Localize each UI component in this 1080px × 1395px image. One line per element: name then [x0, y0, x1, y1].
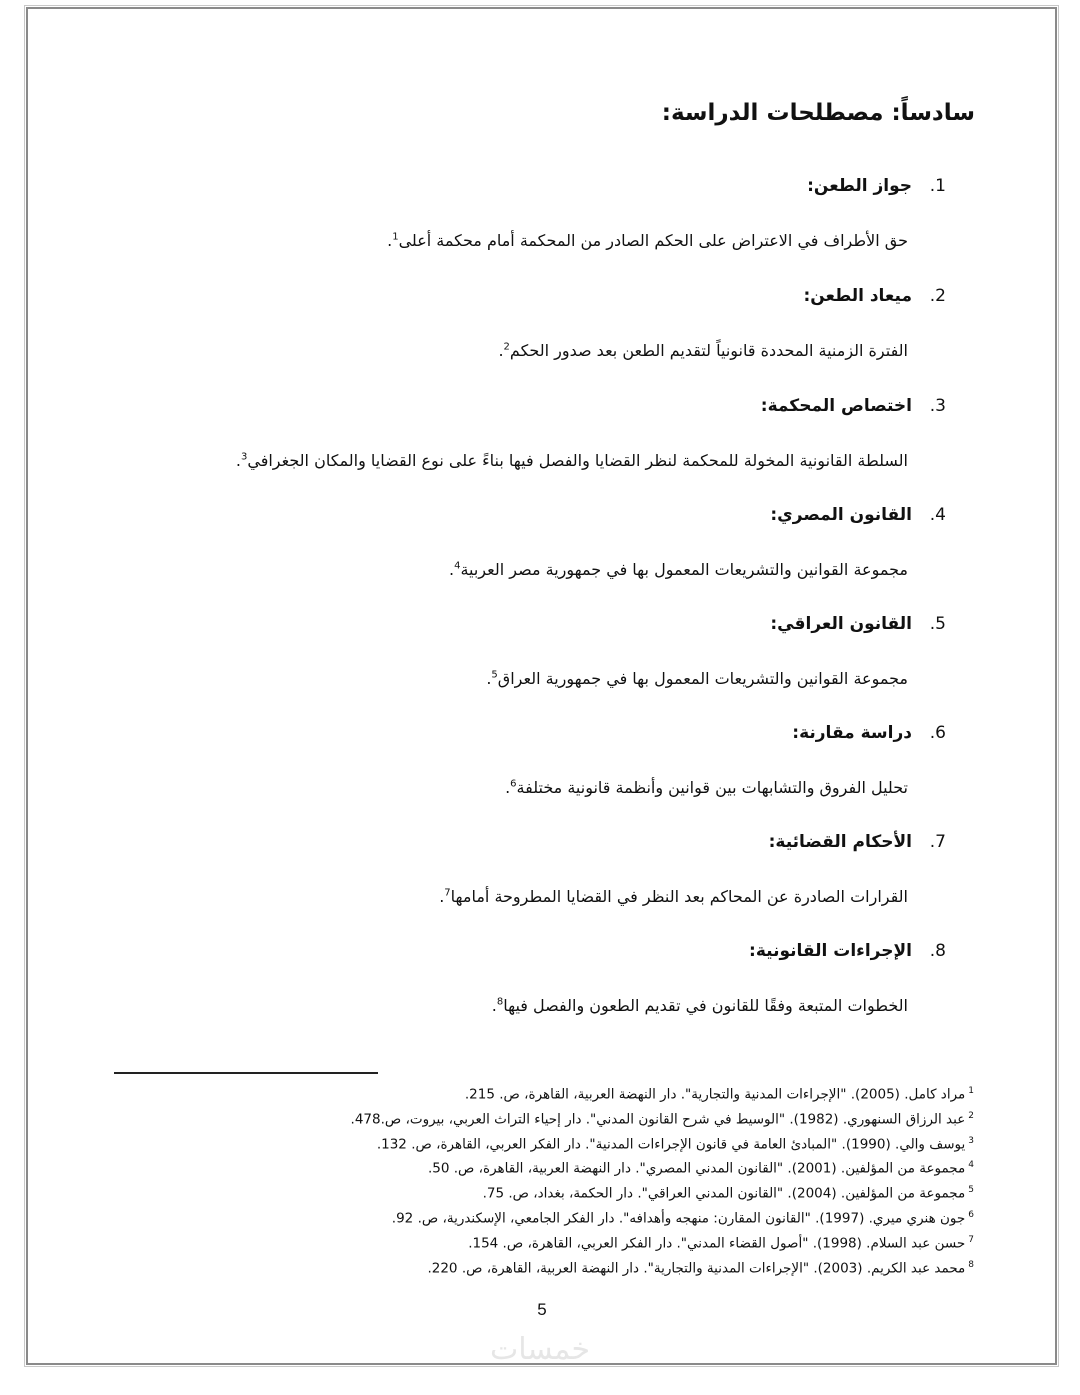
footnote-text: حسن عبد السلام. (1998). "أصول القضاء المدني". دار الفكر العربي، القاهرة، ص. 154. [468, 1235, 966, 1252]
section-heading: سادساً: مصطلحات الدراسة: [661, 100, 975, 126]
watermark: خمسات [489, 1332, 591, 1367]
definition-text: الفترة الزمنية المحددة قانونياً لتقديم الطعن بعد صدور الحكم [509, 341, 908, 360]
footnote-text: جون هنري ميري. (1997). "القانون المقارن: منهجه وأهدافه". دار الفكر الجامعي، الإسكندرية، ص. 92. [391, 1210, 966, 1227]
term-number: 2 . [912, 286, 946, 306]
term-item-4 [770, 505, 946, 525]
term-number: 5 . [912, 614, 946, 634]
definition-text: القرارات الصادرة عن المحاكم بعد النظر في القضايا المطروحة أمامها [450, 887, 908, 906]
term-item-2 [803, 286, 946, 306]
term-title: دراسة مقارنة: [792, 723, 912, 743]
footnote-number: 4 [968, 1160, 974, 1171]
term-title: اختصاص المحكمة: [760, 396, 912, 416]
definition-text: السلطة القانونية المخولة للمحكمة لنظر القضايا والفصل فيها بناءً على نوع القضايا والمكان الجغرافي [247, 451, 908, 470]
footnote-text: مجموعة من المؤلفين. (2001). "القانون المدني المصري". دار النهضة العربية، القاهرة، ص. 50. [427, 1160, 966, 1177]
term-item-5 [770, 614, 946, 634]
term-item-7 [769, 832, 946, 852]
footnote-ref[interactable]: 5 [491, 669, 498, 681]
term-definition-4: مجموعة القوانين والتشريعات المعمول بها في جمهورية مصر العربية$^4$. [448, 560, 908, 579]
term-title: الإجراءات القانونية: [749, 941, 912, 961]
footnote-number: 5 [968, 1185, 974, 1196]
term-title: الأحكام القضائية: [768, 832, 912, 852]
term-number: 4 . [912, 505, 946, 525]
footnote-text: عبد الرزاق السنهوري. (1982). "الوسيط في شرح القانون المدني". دار إحياء التراث العربي، بيروت، ص.478. [350, 1111, 966, 1128]
footnote-6 [351, 1205, 974, 1230]
definition-text: مجموعة القوانين والتشريعات المعمول بها في جمهورية مصر العربية [460, 560, 908, 579]
term-item-8 [749, 941, 946, 961]
footnote-1 [351, 1081, 974, 1106]
term-title: القانون المصري: [770, 505, 912, 525]
term-item-1 [807, 176, 946, 196]
footnote-ref[interactable]: 7 [444, 887, 451, 899]
term-number: 6 . [912, 723, 946, 743]
page-number: 5 [537, 1300, 547, 1319]
term-title: جواز الطعن: [807, 176, 912, 196]
term-title: ميعاد الطعن: [803, 286, 912, 306]
term-definition-6: تحليل الفروق والتشابهات بين قوانين وأنظمة قانونية مختلفة$^6$. [505, 778, 908, 797]
term-definition-2: الفترة الزمنية المحددة قانونياً لتقديم الطعن بعد صدور الحكم$^2$. [498, 341, 908, 360]
footnote-ref[interactable]: 2 [503, 341, 510, 353]
footnote-text: مراد كامل. (2005). "الإجراءات المدنية والتجارية". دار النهضة العربية، القاهرة، ص. 215. [464, 1086, 966, 1103]
footnote-3 [351, 1131, 974, 1156]
definition-text: مجموعة القوانين والتشريعات المعمول بها في جمهورية العراق [497, 669, 908, 688]
footnote-number: 2 [968, 1110, 974, 1121]
term-number: 7 . [912, 832, 946, 852]
footnotes-list [351, 1081, 974, 1279]
footnote-ref[interactable]: 4 [454, 560, 461, 572]
footnote-8 [351, 1255, 974, 1280]
footnote-2 [351, 1106, 974, 1131]
footnote-number: 8 [968, 1259, 974, 1270]
footnote-ref[interactable]: 3 [241, 451, 248, 463]
term-item-6 [792, 723, 946, 743]
term-definition-8: الخطوات المتبعة وفقًا للقانون في تقديم الطعون والفصل فيها$^8$. [491, 996, 908, 1015]
term-number: 1 . [912, 176, 946, 196]
footnote-separator [114, 1072, 378, 1074]
definition-text: حق الأطراف في الاعتراض على الحكم الصادر من المحكمة أمام محكمة أعلى [398, 231, 908, 250]
footnote-4 [351, 1155, 974, 1180]
term-title: القانون العراقي: [770, 614, 912, 634]
footnote-text: محمد عبد الكريم. (2003). "الإجراءات المدنية والتجارية". دار النهضة العربية، القاهرة، ص. 220. [427, 1260, 966, 1277]
footnote-ref[interactable]: 8 [496, 996, 504, 1008]
footnote-number: 6 [968, 1209, 974, 1220]
term-number: 8 . [912, 941, 946, 961]
footnote-number: 3 [968, 1135, 974, 1146]
term-definition-5: مجموعة القوانين والتشريعات المعمول بها في جمهورية العراق$^5$. [486, 669, 908, 688]
definition-text: تحليل الفروق والتشابهات بين قوانين وأنظمة قانونية مختلفة [516, 778, 908, 797]
definition-text: الخطوات المتبعة وفقًا للقانون في تقديم الطعون والفصل فيها [503, 996, 908, 1015]
term-item-3 [761, 396, 946, 416]
footnote-5 [351, 1180, 974, 1205]
footnote-text: مجموعة من المؤلفين. (2004). "القانون المدني العراقي". دار الحكمة، بغداد، ص. 75. [482, 1185, 966, 1202]
term-definition-7: القرارات الصادرة عن المحاكم بعد النظر في القضايا المطروحة أمامها$^7$. [439, 887, 908, 906]
term-definition-3: السلطة القانونية المخولة للمحكمة لنظر القضايا والفصل فيها بناءً على نوع القضايا والمكان الجغرافي$^3$. [235, 451, 908, 470]
footnote-text: يوسف والي. (1990). "المبادئ العامة في قانون الإجراءات المدنية". دار الفكر العربي، القاهرة، ص. 132. [376, 1136, 966, 1153]
term-definition-1: حق الأطراف في الاعتراض على الحكم الصادر من المحكمة أمام محكمة أعلى$^1$. [387, 231, 908, 250]
footnote-number: 1 [968, 1086, 974, 1096]
footnote-ref[interactable]: 6 [510, 778, 517, 790]
term-number: 3 . [912, 396, 946, 416]
footnote-ref[interactable]: 1 [392, 231, 399, 243]
footnote-number: 7 [968, 1234, 974, 1245]
footnote-7 [351, 1230, 974, 1255]
